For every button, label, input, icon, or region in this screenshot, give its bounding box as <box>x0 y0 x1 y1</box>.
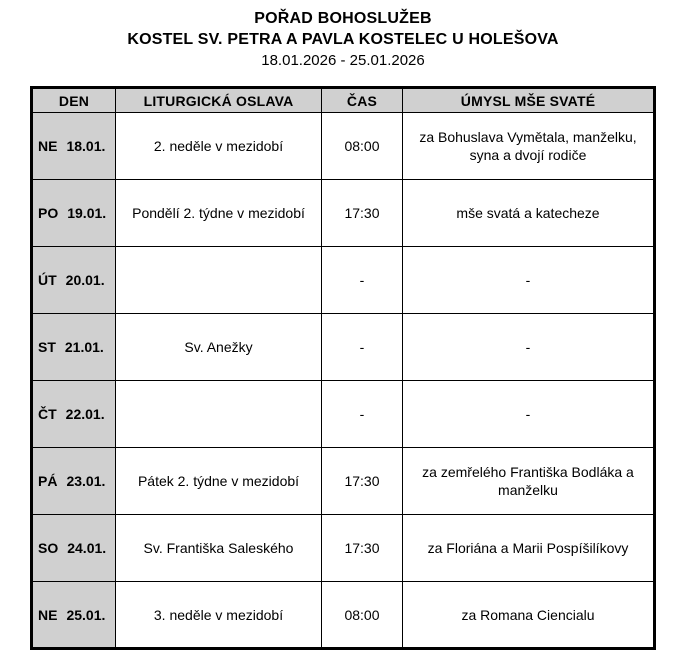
intention-cell: za Bohuslava Vymětala, manželku, syna a dvojí rodiče <box>403 113 655 180</box>
day-abbr: SO <box>38 540 59 556</box>
day-cell <box>32 381 116 448</box>
table-row <box>32 180 655 247</box>
day-abbr: NE <box>38 138 58 154</box>
time-cell: 08:00 <box>322 113 403 180</box>
table-body <box>32 113 655 649</box>
time-cell: - <box>322 381 403 448</box>
celebration-cell: Sv. Františka Saleského <box>116 515 322 582</box>
table-header-row <box>32 88 655 113</box>
intention-cell: - <box>403 381 655 448</box>
time-cell: 17:30 <box>322 515 403 582</box>
day-cell <box>32 314 116 381</box>
intention-cell: za zemřelého Františka Bodláka a manželku <box>403 448 655 515</box>
day-date: 24.01. <box>67 540 107 556</box>
day-cell <box>32 515 116 582</box>
day-date: 20.01. <box>65 272 105 288</box>
intention-cell: - <box>403 314 655 381</box>
table-row <box>32 448 655 515</box>
intention-cell: - <box>403 247 655 314</box>
day-abbr: PÁ <box>38 473 58 489</box>
table-row <box>32 381 655 448</box>
day-date: 21.01. <box>64 339 104 355</box>
time-cell: 17:30 <box>322 448 403 515</box>
day-cell <box>32 582 116 649</box>
day-date: 25.01. <box>66 606 106 623</box>
time-cell: - <box>322 247 403 314</box>
intention-cell: za Floriána a Marii Pospíšilíkovy <box>403 515 655 582</box>
celebration-cell <box>116 247 322 314</box>
celebration-cell: Pátek 2. týdne v mezidobí <box>116 448 322 515</box>
header-liturgical-celebration: LITURGICKÁ OSLAVA <box>116 88 322 113</box>
intention-cell: za Romana Ciencialu <box>403 582 655 649</box>
time-cell: - <box>322 314 403 381</box>
table-row <box>32 247 655 314</box>
header-mass-intention: ÚMYSL MŠE SVATÉ <box>403 88 655 113</box>
day-date: 18.01. <box>66 138 106 154</box>
day-cell <box>32 180 116 247</box>
table-row <box>32 515 655 582</box>
table-row <box>32 113 655 180</box>
table-row <box>32 582 655 649</box>
day-cell <box>32 113 116 180</box>
celebration-cell: Sv. Anežky <box>116 314 322 381</box>
day-abbr: ÚT <box>38 272 57 288</box>
day-cell <box>32 247 116 314</box>
header-day: DEN <box>32 88 116 113</box>
celebration-cell: 2. neděle v mezidobí <box>116 113 322 180</box>
church-name: KOSTEL SV. PETRA A PAVLA KOSTELEC U HOLEŠOVA <box>127 31 559 48</box>
celebration-cell: Pondělí 2. týdne v mezidobí <box>116 180 322 247</box>
week-date-range: 18.01.2026 - 25.01.2026 <box>261 52 425 69</box>
day-abbr: PO <box>38 205 59 221</box>
day-date: 19.01. <box>67 205 107 221</box>
celebration-cell: 3. neděle v mezidobí <box>116 582 322 649</box>
document-title: POŘAD BOHOSLUŽEB <box>254 10 432 27</box>
header-time: ČAS <box>322 88 403 113</box>
intention-cell: mše svatá a katecheze <box>403 180 655 247</box>
time-cell: 08:00 <box>322 582 403 649</box>
day-cell <box>32 448 116 515</box>
title-block <box>0 0 686 71</box>
table-row <box>32 314 655 381</box>
day-abbr: ST <box>38 339 56 355</box>
celebration-cell <box>116 381 322 448</box>
day-abbr: NE <box>38 606 58 623</box>
day-date: 23.01. <box>66 473 106 489</box>
day-abbr: ČT <box>38 406 57 422</box>
schedule-table <box>30 86 656 650</box>
day-date: 22.01. <box>65 406 105 422</box>
time-cell: 17:30 <box>322 180 403 247</box>
